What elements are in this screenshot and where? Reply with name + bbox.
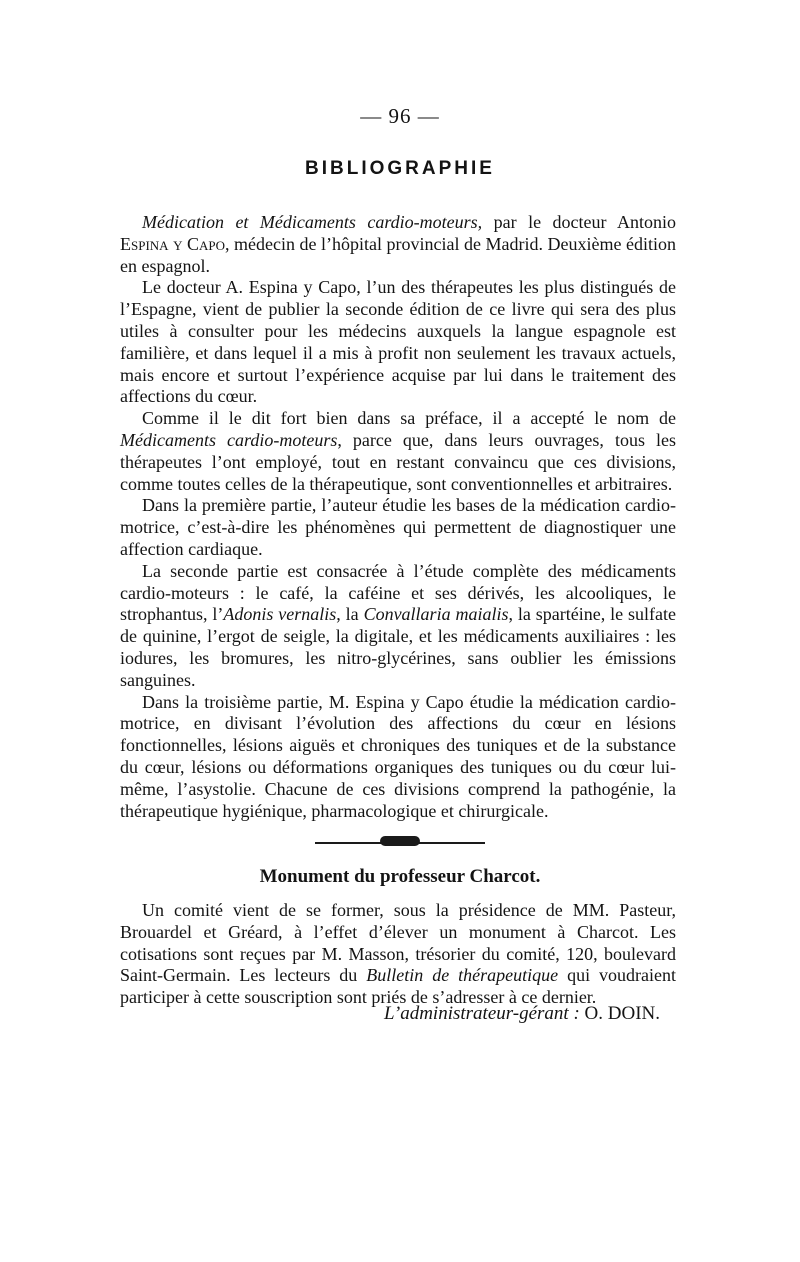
p4-text-c: , la spartéine, le sulfate de quinine, l’ergot de seigle, la digitale, et les médicaments auxiliaires : les iodures, les bromures, les nitro-glycérines, sans oublier les émissions sanguines. [120,604,676,690]
section-heading: BIBLIOGRAPHIE [305,158,495,179]
page-number: — 96 — [360,104,440,128]
monument-text-b: qui voudraient participer à cette souscription sont priés de s’adresser à ce dernier. [120,965,676,1008]
bibliography-entry [120,212,676,277]
bibliography-section [120,212,676,822]
monument-italic: Bulletin de thérapeutique [366,965,559,986]
p2-text-a: Comme il le dit fort bien dans sa préface, il a accepté le nom de [142,408,676,429]
monument-paragraph [120,900,676,1009]
paragraph-3: Dans la première partie, l’auteur étudie les bases de la médication cardio-motrice, c’est-à-dire les phénomènes qui permettent de diagnostiquer une affection cardiaque. [120,495,676,559]
p4-text-a: La seconde partie est consacrée à l’étude complète des médicaments cardio-moteurs : le café, la caféine et ses dérivés, les alcooliques, le strophantus, l’ [120,560,676,625]
book-title: Médication et Médicaments cardio-moteurs, [142,212,483,232]
paragraph-2 [120,408,676,495]
p4-adonis: Adonis vernalis [223,604,337,625]
rule-ornament [380,836,420,846]
paragraph-5: Dans la troisième partie, M. Espina y Capo étudie la médication cardio-motrice, en divisant l’évolution des affections du cœur en lésions fonctionnelles, lésions aiguës et chroniques des tuniques et de la substance du cœur, lésions ou déformations organiques des tuniques ou du cœur lui-même, l’asystolie. Chacune de ces divisions comprend la pathogénie, la thérapeutique hygiénique, pharmacologique et chirurgicale. [120,691,676,821]
monument-text-a: Un comité vient de se former, sous la présidence de MM. Pasteur, Brouardel et Gréard, à l’effet d’élever un monument à Charcot. Les cotisations sont reçues par M. Masson, trésorier du comité, 120, boulevard Saint-Germain. Les lecteurs du [120,900,676,986]
entry-rest: médecin de l’hôpital provincial de Madrid. Deuxième édition en espagnol. [120,233,676,276]
monument-heading: Monument du professeur Charcot. [259,866,541,887]
paragraph-4 [120,561,676,692]
paragraph-1: Le docteur A. Espina y Capo, l’un des thérapeutes les plus distingués de l’Espagne, vient de publier la seconde édition de ce livre qui sera des plus utiles à consulter pour les médecins auxquels la langue espagnole est familière, et dans lequel il a mis à profit non seulement les travaux actuels, mais encore et surtout l’expérience acquise par lui dans le traitement des affections du cœur. [120,277,676,407]
signature-role: L’administrateur-gérant : [384,1003,580,1024]
signature-name: O. DOIN. [579,1003,660,1024]
p2-text-b: , parce que, dans leurs ouvrages, tous les thérapeutes l’ont employé, tout en restant convaincu que ces divisions, comme toutes celles de la thérapeutique, sont conventionnelles et arbitraires. [120,429,676,494]
p4-convallaria: Convallaria maialis [363,604,509,625]
signature [0,1003,660,1025]
p4-text-b: , la [336,604,364,625]
monument-section [120,900,676,1009]
p2-italic: Médicaments cardio-moteurs [120,429,338,450]
book-author: Espina y Capo, [120,233,230,254]
entry-by: par le docteur Antonio [482,212,676,232]
